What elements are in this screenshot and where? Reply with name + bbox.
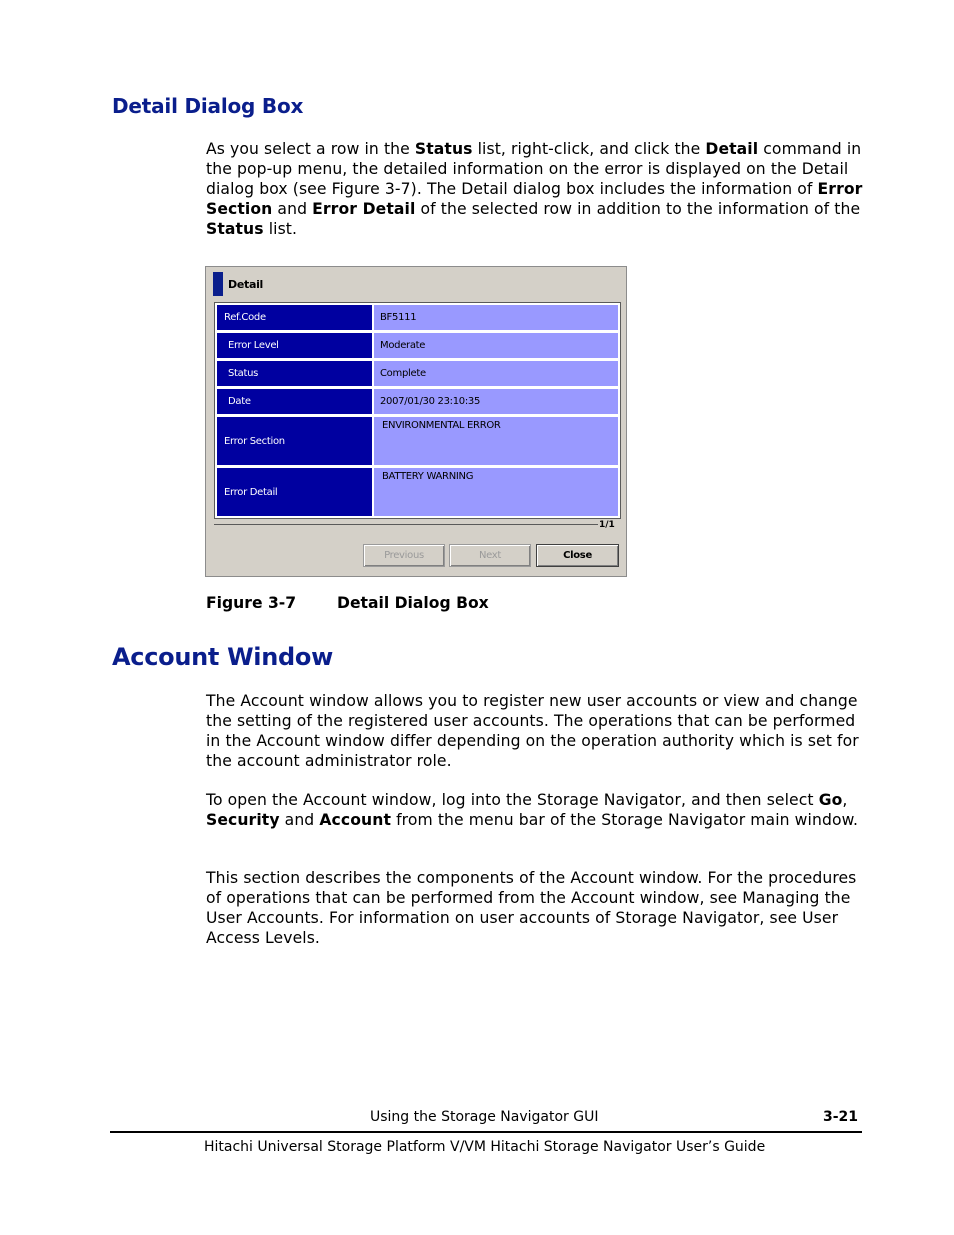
dialog-title: Detail — [228, 278, 264, 291]
next-button[interactable]: Next — [449, 544, 531, 567]
row-value: 2007/01/30 23:10:35 — [374, 389, 618, 414]
close-button[interactable]: Close — [536, 544, 619, 567]
row-value: ENVIRONMENTAL ERROR — [374, 417, 618, 465]
row-value: BF5111 — [374, 305, 618, 330]
title-accent-bar — [213, 272, 223, 296]
row-label: Date — [217, 389, 372, 414]
intro-paragraph: As you select a row in the Status list, right-click, and click the Detail command in the pop-up menu, the detailed information on the error is displayed on the Detail dialog box (see Figure 3-7). The Detail dialog box includes the information of Error Section and Error Detail of the selected row in addition to the information of the Status list. — [206, 140, 863, 238]
previous-button[interactable]: Previous — [363, 544, 445, 567]
footer-book-title: Hitachi Universal Storage Platform V/VM Hitachi Storage Navigator User’s Guide — [204, 1139, 766, 1155]
row-label: Ref.Code — [217, 305, 372, 330]
row-label: Status — [217, 361, 372, 386]
account-paragraph-1: The Account window allows you to register new user accounts or view and change the setting of the registered user accounts. The operations that can be performed in the Account window differ depending on the operation authority which is set for the account administrator role. — [206, 692, 859, 770]
page-indicator: 1/1 — [599, 520, 615, 530]
account-paragraph-2: To open the Account window, log into the Storage Navigator, and then select Go, Security and Account from the menu bar of the Storage Navigator main window. — [206, 791, 859, 829]
account-paragraph-3: This section describes the components of the Account window. For the procedures of operations that can be performed from the Account window, see Managing the User Accounts. For information on user accounts of Storage Navigator, see User Access Levels. — [206, 869, 857, 947]
detail-grid — [214, 302, 621, 519]
detail-dialog — [205, 266, 627, 577]
row-label: Error Section — [217, 417, 372, 465]
pager-divider — [214, 524, 598, 525]
footer-rule — [110, 1131, 862, 1133]
row-value: Complete — [374, 361, 618, 386]
chapter-heading: Account Window — [112, 643, 333, 671]
footer-chapter-title: Using the Storage Navigator GUI — [370, 1109, 599, 1125]
page-number: 3-21 — [823, 1109, 859, 1125]
row-value: Moderate — [374, 333, 618, 358]
figure-caption: Figure 3-7 Detail Dialog Box — [206, 594, 489, 612]
row-label: Error Level — [217, 333, 372, 358]
row-value: BATTERY WARNING — [374, 468, 618, 516]
section-heading: Detail Dialog Box — [112, 94, 304, 118]
row-label: Error Detail — [217, 468, 372, 516]
